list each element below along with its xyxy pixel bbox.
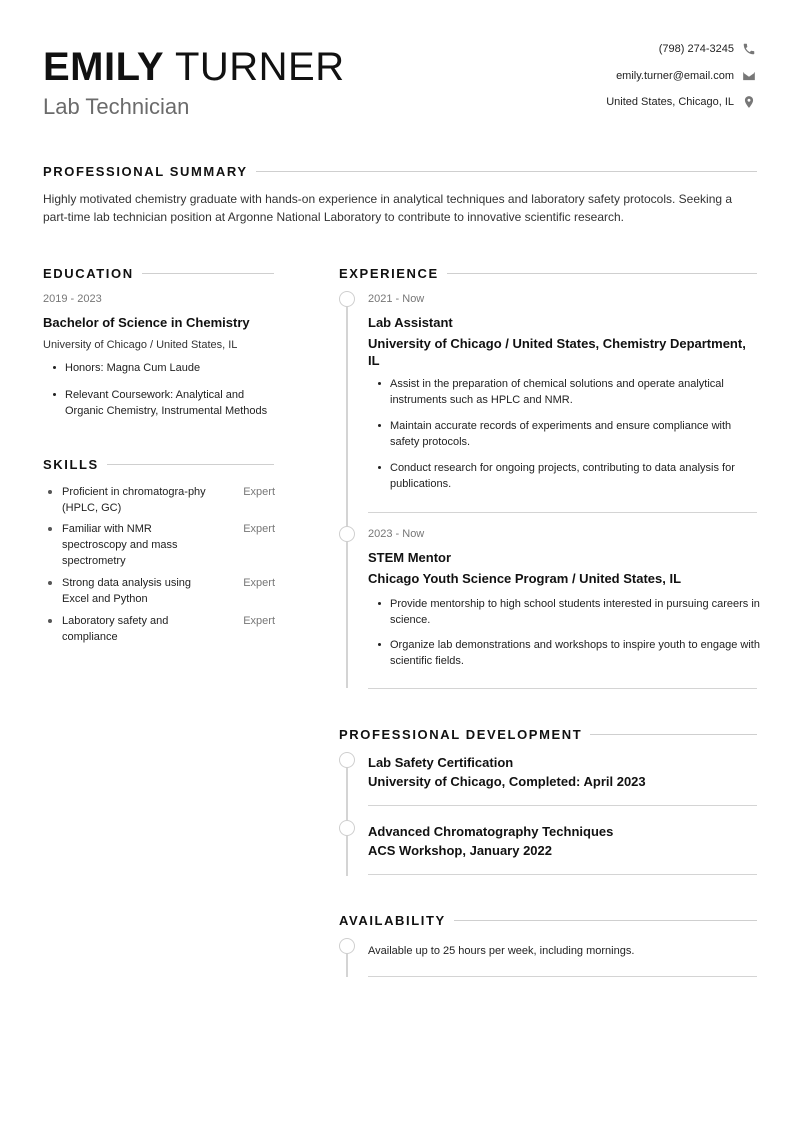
skill-level: Expert	[243, 615, 275, 627]
timeline-marker	[339, 938, 355, 954]
education-degree: Bachelor of Science in Chemistry	[43, 315, 250, 330]
skill-name: Strong data analysis using Excel and Python	[62, 577, 192, 605]
bullet-dot	[48, 619, 52, 623]
skill-name: Familiar with NMR spectroscopy and mass spectrometry	[62, 523, 178, 567]
job-role: Lab Assistant	[368, 315, 453, 330]
skills-heading	[43, 457, 274, 472]
experience-heading-text: EXPERIENCE	[339, 266, 439, 281]
timeline-line	[346, 298, 348, 688]
timeline-marker	[339, 291, 355, 307]
phone-text: (798) 274-3245	[658, 43, 734, 55]
divider	[107, 464, 274, 465]
divider	[142, 273, 274, 274]
bullet-dot	[48, 490, 52, 494]
job-bullets	[368, 376, 758, 492]
job-dates: 2023 - Now	[368, 528, 425, 540]
skill-level: Expert	[243, 523, 275, 535]
skill-item	[43, 484, 275, 516]
skill-name: Proficient in chromatogra-phy (HPLC, GC)	[62, 486, 206, 514]
job-organization: University of Chicago / United States, Chemistry Department, IL	[368, 336, 746, 368]
phone-icon	[742, 42, 756, 56]
education-heading	[43, 266, 274, 281]
development-detail: ACS Workshop, January 2022	[368, 843, 552, 858]
skill-level: Expert	[243, 486, 275, 498]
envelope-icon	[742, 69, 756, 83]
divider	[368, 688, 757, 689]
last-name: TURNER	[174, 45, 345, 89]
divider	[368, 976, 757, 977]
education-school: University of Chicago / United States, IL	[43, 339, 238, 351]
timeline-marker	[339, 526, 355, 542]
job-title: Lab Technician	[43, 94, 190, 119]
job-organization: Chicago Youth Science Program / United States, IL	[368, 571, 682, 586]
first-name: EMILY	[43, 45, 165, 89]
timeline-line	[346, 760, 348, 876]
development-detail: University of Chicago, Completed: April 2023	[368, 774, 646, 789]
development-heading	[339, 727, 757, 742]
skills-heading-text: SKILLS	[43, 457, 99, 472]
candidate-name	[43, 44, 345, 90]
divider	[590, 734, 757, 735]
development-title: Lab Safety Certification	[368, 755, 514, 770]
divider	[454, 920, 757, 921]
availability-heading-text: AVAILABILITY	[339, 913, 446, 928]
divider	[368, 874, 757, 875]
divider	[447, 273, 757, 274]
skill-item	[43, 521, 275, 569]
contact-email	[616, 69, 756, 83]
list-item: Honors: Magna Cum Laude	[43, 360, 283, 376]
summary-heading	[43, 164, 757, 179]
email-text: emily.turner@email.com	[616, 70, 734, 82]
map-pin-icon	[742, 95, 756, 109]
summary-heading-text: PROFESSIONAL SUMMARY	[43, 164, 248, 179]
skill-item	[43, 613, 275, 645]
skill-name: Laboratory safety and compliance	[62, 615, 169, 643]
availability-text: Available up to 25 hours per week, including mornings.	[368, 945, 635, 957]
education-heading-text: EDUCATION	[43, 266, 134, 281]
list-item: Maintain accurate records of experiments and ensure compliance with safety protocols.	[368, 418, 758, 450]
experience-heading	[339, 266, 757, 281]
timeline-marker	[339, 820, 355, 836]
education-dates: 2019 - 2023	[43, 293, 102, 305]
education-bullets	[43, 360, 283, 419]
job-dates: 2021 - Now	[368, 293, 425, 305]
divider	[368, 512, 757, 513]
development-title: Advanced Chromatography Techniques	[368, 824, 614, 839]
contact-location	[606, 95, 756, 109]
job-bullets	[368, 596, 773, 669]
list-item: Organize lab demonstrations and workshops to inspire youth to engage with scientific fields.	[368, 637, 773, 669]
skill-item	[43, 575, 275, 607]
bullet-dot	[48, 527, 52, 531]
bullet-dot	[48, 581, 52, 585]
job-role: STEM Mentor	[368, 550, 452, 565]
timeline-marker	[339, 752, 355, 768]
skill-level: Expert	[243, 577, 275, 589]
list-item: Provide mentorship to high school students interested in pursuing careers in science.	[368, 596, 773, 628]
list-item: Assist in the preparation of chemical solutions and operate analytical instruments such as HPLC and NMR.	[368, 376, 758, 408]
contact-phone	[659, 42, 756, 56]
development-heading-text: PROFESSIONAL DEVELOPMENT	[339, 727, 583, 742]
divider	[256, 171, 757, 172]
list-item: Conduct research for ongoing projects, contributing to data analysis for publications.	[368, 460, 758, 492]
list-item: Relevant Coursework: Analytical and Organic Chemistry, Instrumental Methods	[43, 387, 283, 419]
availability-heading	[339, 913, 757, 928]
divider	[368, 805, 757, 806]
location-text: United States, Chicago, IL	[606, 96, 734, 108]
summary-text: Highly motivated chemistry graduate with hands-on experience in analytical techniques and laboratory safety protocols. Seeking a part-time lab technician position at Argonne National Laboratory to contribute to innovative scientific research.	[43, 192, 733, 224]
